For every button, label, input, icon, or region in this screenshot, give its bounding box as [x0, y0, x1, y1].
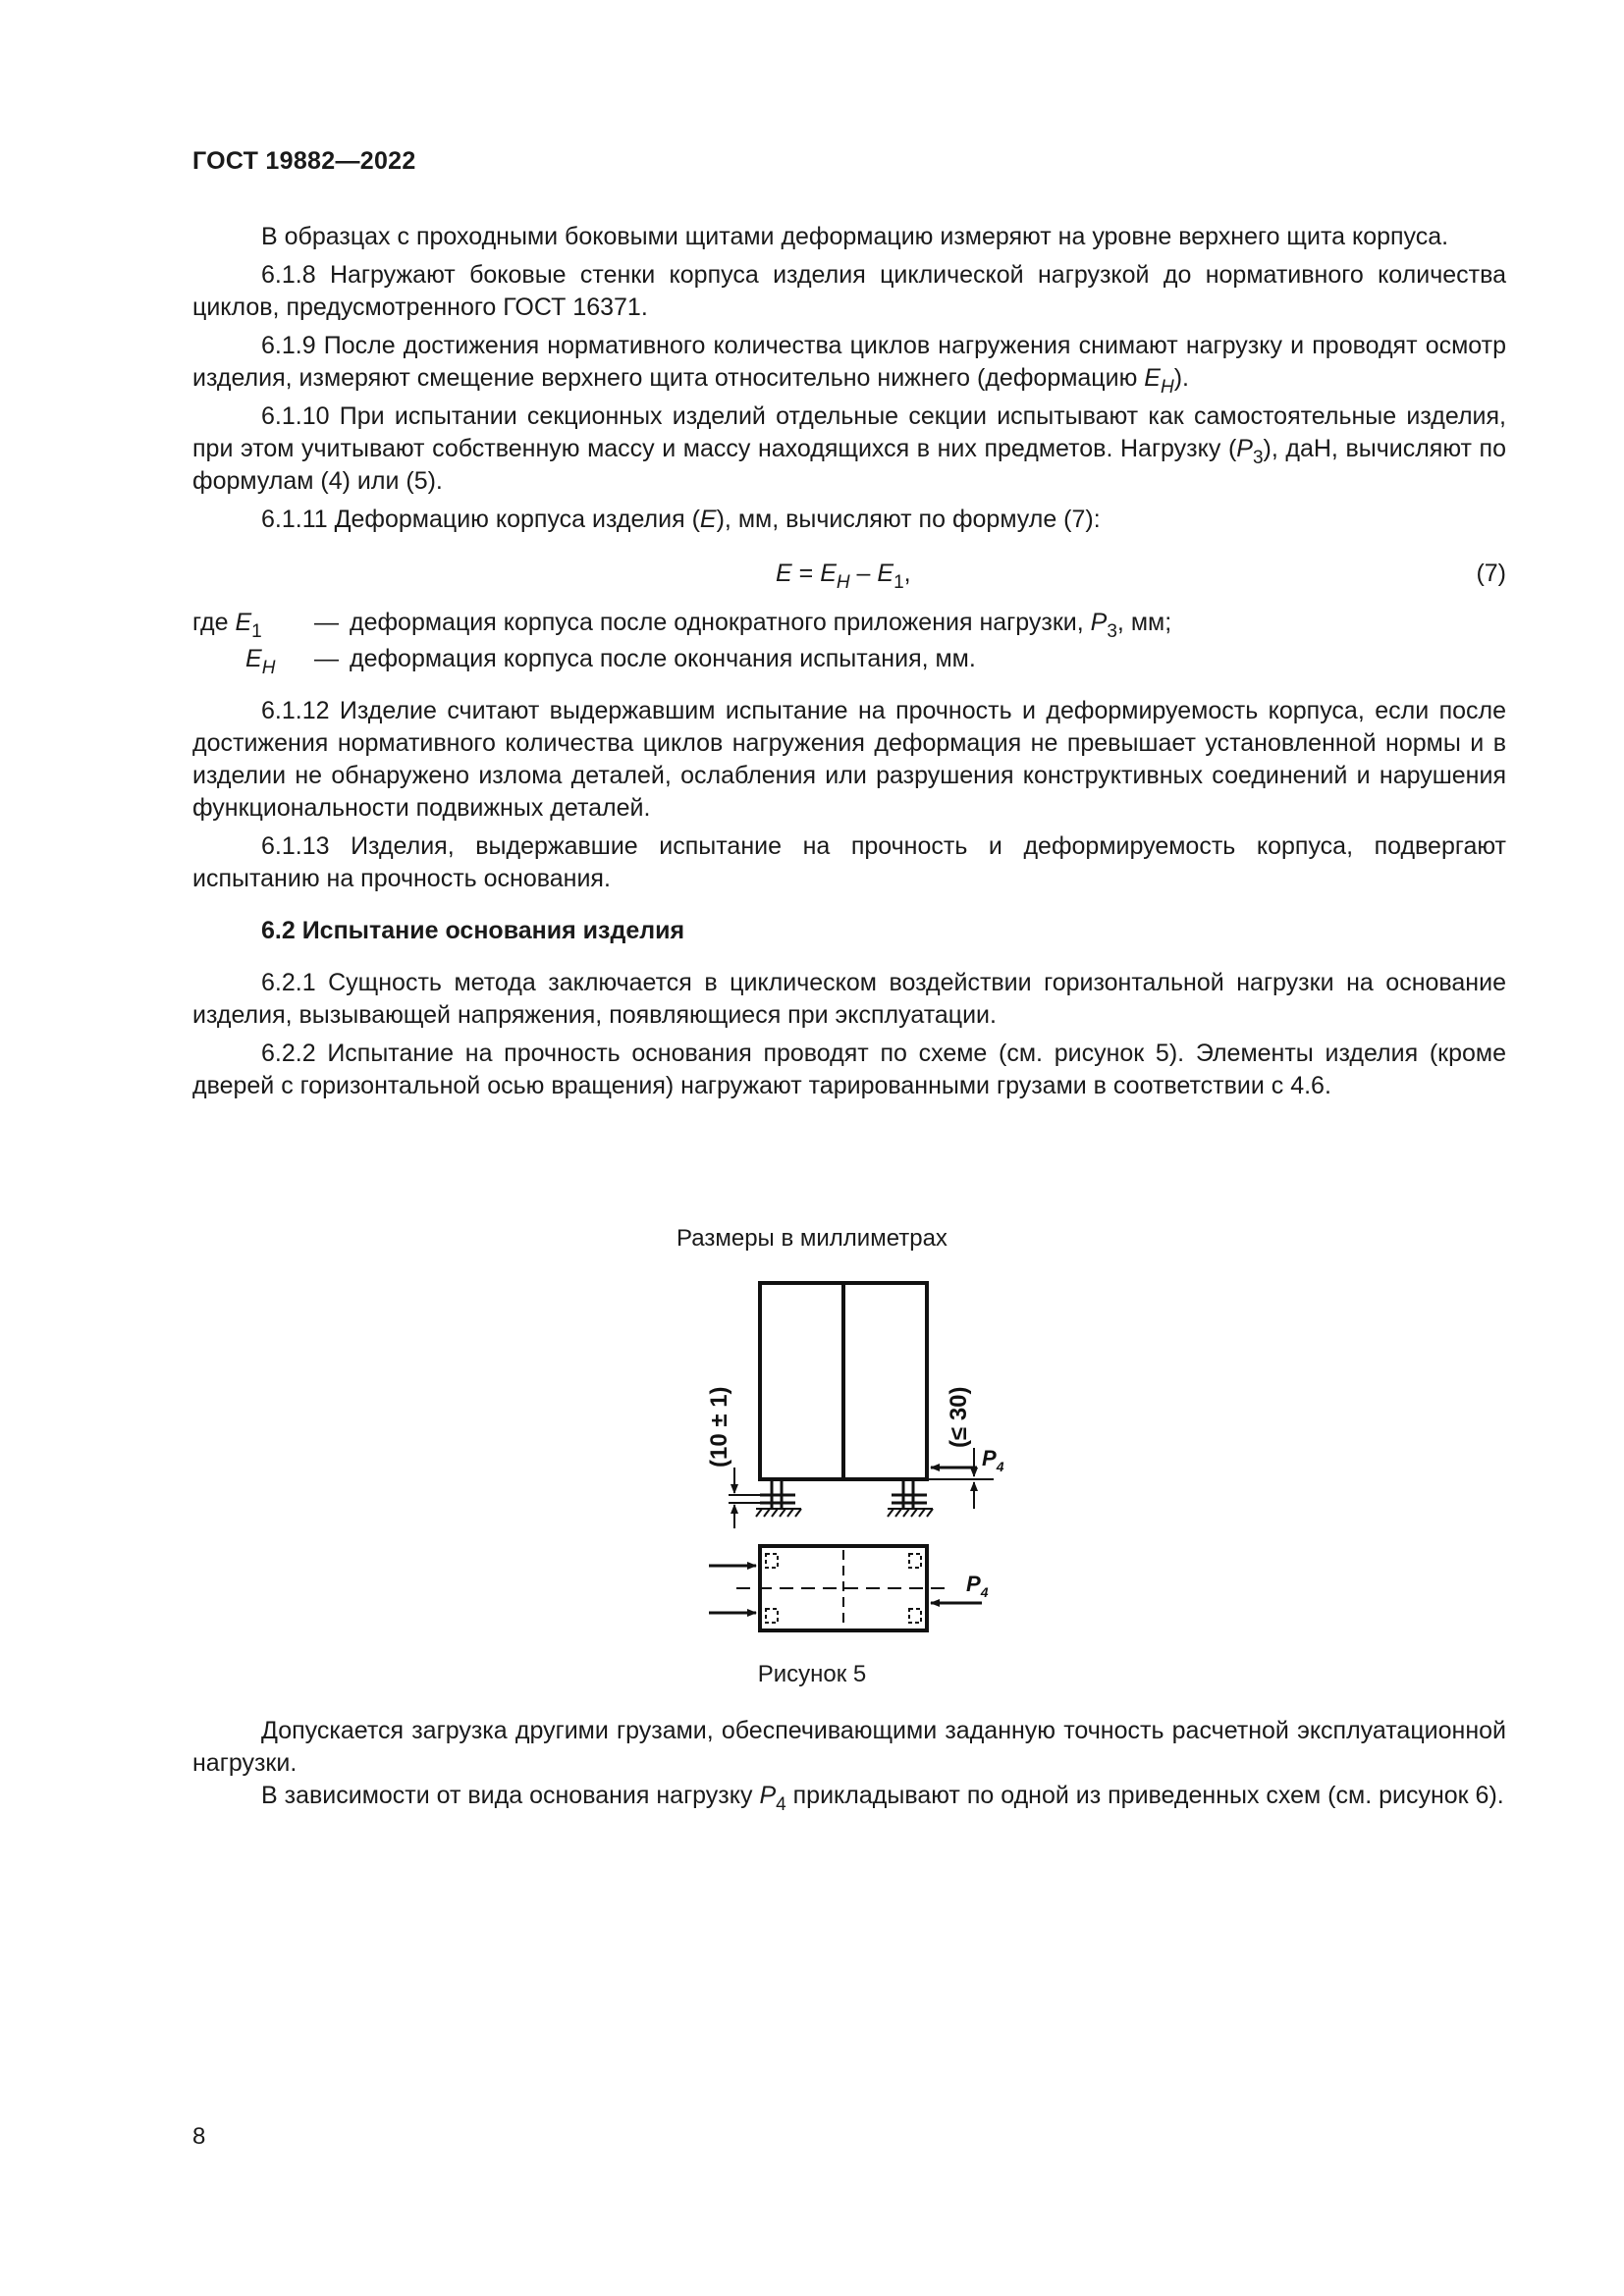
dim-right-label: (≤ 30): [946, 1386, 972, 1448]
where-lead: где: [192, 609, 236, 636]
figure-5-diagram: [687, 1261, 1021, 1654]
symbol: E: [699, 506, 717, 533]
load-label-plan: $P_4$: [966, 1572, 989, 1600]
page-number: 8: [192, 2123, 206, 2150]
where-item: [192, 643, 1506, 678]
where-sub: H: [261, 658, 276, 678]
text-span: 6.1.10 При испытании секционных изделий отдельные секции испытывают как самостоятельные изделия, при этом учитывают собственную массу и массу находящихся в них предметов. Нагрузку (: [192, 402, 1506, 462]
formula-symbol: E: [820, 560, 837, 587]
document-body-continued: [192, 1715, 1506, 1815]
where-symbol: [192, 607, 262, 642]
text-span: 6.1.11 Деформацию корпуса изделия (: [261, 506, 700, 533]
paragraph-6-1-13: 6.1.13 Изделия, выдержавшие испытание на прочность и деформируемость корпуса, подвергают испытанию на прочность основания.: [192, 832, 1506, 892]
text-span: прикладывают по одной из приведенных схем (см. рисунок 6).: [785, 1782, 1504, 1809]
formula-symbol: E: [776, 560, 792, 587]
dim-left-label: (10 ± 1): [706, 1386, 732, 1468]
section-heading-6-2: 6.2 Испытание основания изделия: [261, 917, 685, 944]
formula-symbol: E: [877, 560, 894, 587]
formula-subscript: H: [836, 572, 850, 593]
figure-units-note: Размеры в миллиметрах: [677, 1225, 947, 1252]
subscript: 3: [1107, 621, 1117, 642]
text-span: , мм;: [1116, 609, 1172, 636]
symbol: E: [1144, 364, 1161, 392]
where-sym: E: [235, 609, 252, 636]
ground-hatch: [756, 1509, 933, 1517]
document-body: [192, 221, 1506, 1102]
paragraph-6-2-1: 6.2.1 Сущность метода заключается в циклическом воздействии горизонтальной нагрузки на основание изделия, вызывающей напряжения, появляющиеся при эксплуатации.: [192, 969, 1506, 1029]
where-sym: E: [245, 645, 262, 672]
text-span: ), мм, вычисляют по формуле (7):: [716, 506, 1101, 533]
load-label-front: $P_4$: [982, 1446, 1004, 1474]
paragraph-6-2-2: 6.2.2 Испытание на прочность основания проводят по схеме (см. рисунок 5). Элементы изделия (кроме дверей с горизонтальной осью вращения) нагружают тарированными грузами в соответствии с 4.6.: [192, 1040, 1506, 1099]
text-span: В зависимости от вида основания нагрузку: [261, 1782, 760, 1809]
subscript: 3: [1252, 448, 1264, 468]
symbol: P: [759, 1782, 777, 1809]
formula-number: (7): [1476, 560, 1506, 587]
where-text: деформация корпуса после окончания испытания, мм.: [350, 645, 976, 672]
text-span: 6.1.9 После достижения нормативного количества циклов нагружения снимают нагрузку и проводят осмотр изделия, измеряют смещение верхнего щита относительно нижнего (деформацию: [192, 332, 1506, 392]
where-dash: —: [314, 609, 339, 636]
symbol: P: [1090, 609, 1108, 636]
paragraph-6-1-9: [192, 330, 1506, 398]
formula-subscript: 1: [893, 572, 904, 593]
where-item: [192, 607, 1506, 642]
where-symbol: [245, 643, 276, 678]
where-dash: —: [314, 645, 339, 672]
subscript: H: [1160, 377, 1174, 398]
subscript: 4: [776, 1794, 786, 1815]
formula-operator: =: [791, 560, 821, 587]
symbol: P: [1236, 435, 1253, 462]
formula-7: [192, 542, 1506, 607]
paragraph: Допускается загрузка другими грузами, обеспечивающими заданную точность расчетной эксплуатационной нагрузки.: [192, 1717, 1506, 1777]
paragraph-6-1-10: [192, 400, 1506, 498]
document-header: ГОСТ 19882—2022: [192, 147, 416, 175]
text-span: деформация корпуса после однократного приложения нагрузки,: [350, 609, 1091, 636]
paragraph-6-1-11: [192, 504, 1506, 536]
formula-operator: –: [849, 560, 878, 587]
where-sub: 1: [251, 621, 262, 642]
where-text: [350, 607, 1172, 642]
formula-punct: ,: [903, 560, 911, 587]
paragraph: В образцах с проходными боковыми щитами деформацию измеряют на уровне верхнего щита корпуса.: [261, 223, 1449, 250]
paragraph-6-1-12: 6.1.12 Изделие считают выдержавшим испытание на прочность и деформируемость корпуса, если после достижения нормативного количества циклов нагружения деформация не превышает установленной нормы и в изделии не обнаружено излома деталей, ослабления или разрушения конструктивных соединений и нарушения функциональности подвижных деталей.: [192, 697, 1506, 822]
figure-caption: Рисунок 5: [757, 1661, 867, 1687]
formula-expression: [776, 558, 911, 593]
text-span: ).: [1173, 364, 1189, 392]
paragraph-6-1-8: 6.1.8 Нагружают боковые стенки корпуса изделия циклической нагрузкой до нормативного количества циклов, предусмотренного ГОСТ 16371.: [192, 261, 1506, 321]
paragraph: [192, 1780, 1506, 1815]
text-span: ), даН, вычисляют по формулам (4) или (5).: [192, 435, 1506, 495]
